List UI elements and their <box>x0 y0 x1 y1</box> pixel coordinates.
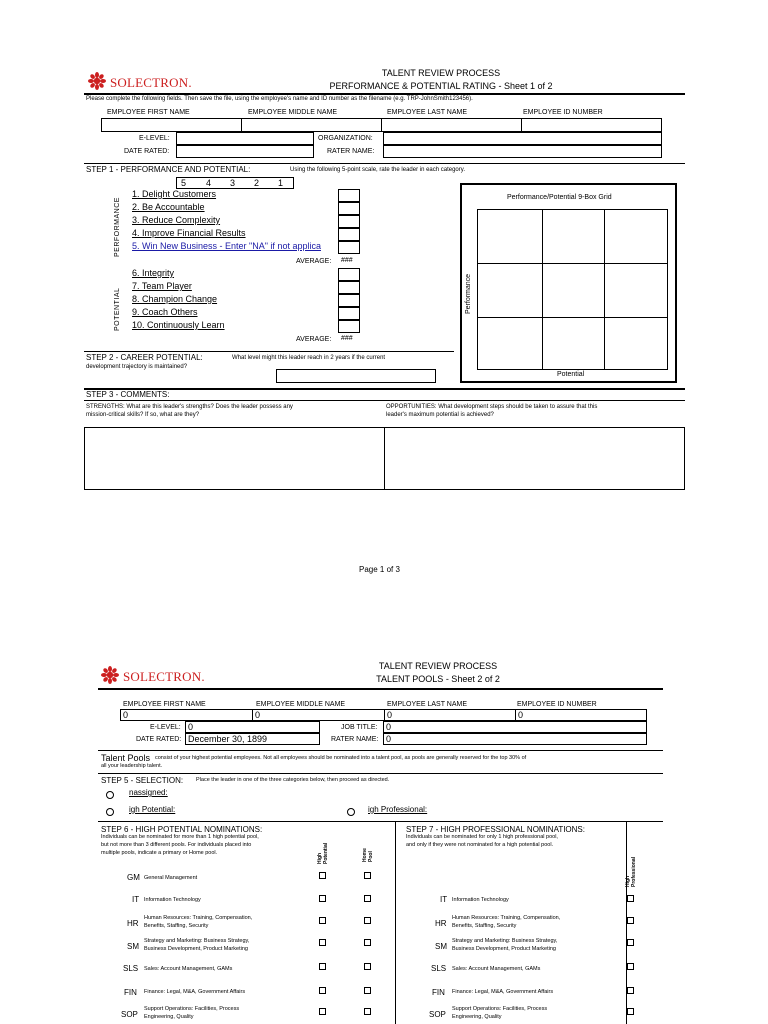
talent-pools-title: Talent Pools <box>101 753 151 763</box>
sop-high-professional-checkbox[interactable] <box>627 1008 634 1015</box>
pool-desc-sop-line1: Support Operations: Facilities, Process <box>144 1006 240 1012</box>
criterion-8: 8. Champion Change <box>132 294 218 304</box>
fin-high-potential-checkbox[interactable] <box>319 987 326 994</box>
grid-cell-1 <box>477 209 543 264</box>
rater-name-input[interactable] <box>383 145 662 158</box>
grid-cell-8 <box>542 317 605 370</box>
step6-desc-line1: Individuals can be nominated for more than 1 high potential pool, <box>101 834 259 840</box>
potential-average-value: ### <box>341 335 353 342</box>
pro-pool-code-sm: SM <box>435 942 447 951</box>
scale-1: 1 <box>278 178 284 188</box>
rater-name-label: RATER NAME: <box>327 148 375 155</box>
criterion-9: 9. Coach Others <box>132 307 198 317</box>
criterion-2: 2. Be Accountable <box>132 202 205 212</box>
talent-pools-desc-line1: consist of your highest potential employees. Not all employees should be nominated into a talent pool, as pools are generally reserved for the top 30% of <box>155 755 527 761</box>
home-pool-col-label-a: Home <box>362 848 368 862</box>
col-last-name-label: EMPLOYEE LAST NAME <box>387 701 468 708</box>
organization-input[interactable] <box>383 132 662 145</box>
criterion-4: 4. Improve Financial Results <box>132 228 246 238</box>
pro-pool-desc-sop-line2: Engineering, Quality <box>452 1014 502 1020</box>
elevel-value: 0 <box>188 722 194 732</box>
performance-average-label: AVERAGE: <box>296 258 332 265</box>
criterion-10: 10. Continuously Learn <box>132 320 225 330</box>
divider <box>84 163 685 164</box>
sls-high-professional-checkbox[interactable] <box>627 963 634 970</box>
step1-description: Using the following 5-point scale, rate the leader in each category. <box>290 167 465 173</box>
pro-pool-code-it: IT <box>440 895 448 904</box>
performance-vertical-label: PERFORMANCE <box>114 197 121 257</box>
col-first-name-label: EMPLOYEE FIRST NAME <box>107 109 190 116</box>
date-rated-field[interactable] <box>185 733 320 745</box>
high-professional-label: igh Professional: <box>368 805 428 814</box>
jobtitle-field[interactable] <box>383 721 647 733</box>
pool-desc-sop-line2: Engineering, Quality <box>144 1014 194 1020</box>
pro-pool-code-fin: FIN <box>432 988 445 997</box>
high-potential-radio[interactable] <box>106 808 114 816</box>
pool-code-hr: HR <box>127 919 139 928</box>
unassigned-label: nassigned: <box>129 788 168 797</box>
rating-input-4[interactable] <box>338 228 360 241</box>
last-name-value: 0 <box>387 710 393 720</box>
home-pool-col-label-b: Pool <box>368 851 374 862</box>
rating-input-3[interactable] <box>338 215 360 228</box>
employee-id-field[interactable] <box>515 709 647 721</box>
hr-high-professional-checkbox[interactable] <box>627 917 634 924</box>
fin-high-professional-checkbox[interactable] <box>627 987 634 994</box>
strengths-prompt-line1: STRENGTHS: What are this leader's strengths? Does the leader possess any <box>86 404 293 410</box>
solectron-logo-wordmark: SOLECTRON. <box>110 75 192 90</box>
pro-pool-code-sop: SOP <box>429 1010 446 1019</box>
sm-high-professional-checkbox[interactable] <box>627 939 634 946</box>
grid-cell-2 <box>542 209 605 264</box>
opportunities-textarea[interactable] <box>384 427 685 490</box>
divider <box>98 688 663 690</box>
employee-id-input[interactable] <box>521 118 662 132</box>
jobtitle-value: 0 <box>386 722 392 732</box>
last-name-input[interactable] <box>381 118 522 132</box>
middle-name-field[interactable] <box>252 709 385 721</box>
step5-description: Place the leader in one of the three categories below, then proceed as directed. <box>196 777 390 783</box>
gm-home-pool-checkbox[interactable] <box>364 872 371 879</box>
elevel-label: E-LEVEL: <box>150 724 181 731</box>
it-home-pool-checkbox[interactable] <box>364 895 371 902</box>
divider <box>98 821 663 822</box>
pro-pool-desc-it: Information Technology <box>452 897 509 903</box>
first-name-input[interactable] <box>101 118 242 132</box>
rater-name-value: 0 <box>386 734 392 744</box>
sheet1-instructions: Please complete the following fields. Then save the file, using the employee's name and ID number as the filename (e.g. TRP-JohnSmith123456). <box>86 96 473 102</box>
pro-pool-desc-fin: Finance: Legal, M&A, Government Affairs <box>452 989 554 995</box>
pool-code-fin: FIN <box>124 988 137 997</box>
it-high-potential-checkbox[interactable] <box>319 895 326 902</box>
nine-box-grid-title: Performance/Potential 9-Box Grid <box>507 194 612 201</box>
talent-pools-desc-line2: all your leadership talent. <box>101 763 163 769</box>
scale-2: 2 <box>254 178 260 188</box>
high-potential-col-label-b: Potential <box>323 842 329 864</box>
col-id-label: EMPLOYEE ID NUMBER <box>517 701 597 708</box>
pool-desc-fin: Finance: Legal, M&A, Government Affairs <box>144 989 246 995</box>
pool-code-sls: SLS <box>123 964 139 973</box>
date-rated-label: DATE RATED: <box>124 148 170 155</box>
potential-vertical-label: POTENTIAL <box>114 287 121 331</box>
scale-4: 4 <box>206 178 212 188</box>
grid-cell-6 <box>604 263 668 318</box>
criterion-7: 7. Team Player <box>132 281 192 291</box>
career-potential-input[interactable] <box>276 369 436 383</box>
step6-desc-line3: multiple pools, indicate a primary or Home pool. <box>101 850 218 856</box>
pool-desc-sm-line1: Strategy and Marketing: Business Strategy, <box>144 938 250 944</box>
pool-desc-sls: Sales: Account Management, GAMs <box>144 966 233 972</box>
grid-cell-9 <box>604 317 668 370</box>
divider <box>98 773 663 774</box>
sheet2-title-line2: TALENT POOLS - Sheet 2 of 2 <box>376 674 500 684</box>
divider <box>84 400 685 401</box>
divider <box>98 750 663 751</box>
pro-pool-desc-sm-line1: Strategy and Marketing: Business Strategy, <box>452 938 558 944</box>
rating-input-5[interactable] <box>338 241 360 254</box>
opportunities-prompt-line1: OPPORTUNITIES: What development steps should be taken to assure that this <box>386 404 598 410</box>
date-rated-input[interactable] <box>176 145 314 158</box>
rating-input-8[interactable] <box>338 294 360 307</box>
jobtitle-label: JOB TITLE: <box>341 724 378 731</box>
pool-desc-hr-line1: Human Resources: Training, Compensation, <box>144 915 253 921</box>
solectron-logo-icon <box>88 72 106 90</box>
pro-pool-desc-hr-line1: Human Resources: Training, Compensation, <box>452 915 561 921</box>
grid-y-axis-label: Performance <box>465 273 472 314</box>
strengths-textarea[interactable] <box>84 427 385 490</box>
pro-pool-desc-hr-line2: Benefits, Staffing, Security <box>452 923 517 929</box>
date-rated-value: December 30, 1899 <box>188 734 268 744</box>
fin-home-pool-checkbox[interactable] <box>364 987 371 994</box>
col-middle-name-label: EMPLOYEE MIDDLE NAME <box>256 701 346 708</box>
grid-x-axis-label: Potential <box>557 371 585 378</box>
rating-input-9[interactable] <box>338 307 360 320</box>
high-potential-label: igh Potential: <box>129 805 176 814</box>
middle-name-input[interactable] <box>241 118 382 132</box>
section-divider <box>395 822 396 1024</box>
potential-average-label: AVERAGE: <box>296 336 332 343</box>
grid-cell-4 <box>477 263 543 318</box>
high-professional-radio[interactable] <box>347 808 355 816</box>
first-name-value: 0 <box>123 710 129 720</box>
step7-desc-line1: Individuals can be nominated for only 1 high professional pool, <box>406 834 558 840</box>
step2-title: STEP 2 - CAREER POTENTIAL: <box>86 353 203 362</box>
elevel-input[interactable] <box>176 132 314 145</box>
pro-pool-code-hr: HR <box>435 919 447 928</box>
criterion-6: 6. Integrity <box>132 268 175 278</box>
unassigned-radio[interactable] <box>106 791 114 799</box>
grid-cell-7 <box>477 317 543 370</box>
middle-name-value: 0 <box>255 710 261 720</box>
rating-input-7[interactable] <box>338 281 360 294</box>
rating-input-2[interactable] <box>338 202 360 215</box>
step6-desc-line2: but not more than 3 different pools. For individuals placed into <box>101 842 252 848</box>
divider <box>84 388 685 390</box>
scale-5: 5 <box>181 178 187 188</box>
elevel-label: E-LEVEL: <box>139 135 170 142</box>
pool-desc-hr-line2: Benefits, Staffing, Security <box>144 923 209 929</box>
sop-high-potential-checkbox[interactable] <box>319 1008 326 1015</box>
divider <box>84 93 685 95</box>
first-name-field[interactable] <box>120 709 253 721</box>
pro-pool-desc-sm-line2: Business Development, Product Marketing <box>452 946 556 952</box>
pool-code-sop: SOP <box>121 1010 138 1019</box>
solectron-logo-wordmark: SOLECTRON. <box>123 669 205 684</box>
solectron-logo-icon <box>101 666 119 684</box>
sop-home-pool-checkbox[interactable] <box>364 1008 371 1015</box>
hr-home-pool-checkbox[interactable] <box>364 917 371 924</box>
grid-cell-3 <box>604 209 668 264</box>
high-professional-col-label-b: Professional <box>631 856 637 887</box>
rater-name-label: RATER NAME: <box>331 736 379 743</box>
pool-desc-it: Information Technology <box>144 897 201 903</box>
pool-desc-sm-line2: Business Development, Product Marketing <box>144 946 248 952</box>
step5-title: STEP 5 - SELECTION: <box>101 776 184 785</box>
pro-pool-code-sls: SLS <box>431 964 447 973</box>
high-professional-col-label-a: High <box>625 875 631 887</box>
pool-code-gm: GM <box>127 873 140 882</box>
col-middle-name-label: EMPLOYEE MIDDLE NAME <box>248 109 338 116</box>
performance-average-value: ### <box>341 257 353 264</box>
criterion-3: 3. Reduce Complexity <box>132 215 221 225</box>
high-potential-col-label-a: High <box>317 852 323 864</box>
sls-high-potential-checkbox[interactable] <box>319 963 326 970</box>
step6-title: STEP 6 - HIGH POTENTIAL NOMINATIONS: <box>101 825 263 834</box>
pool-code-it: IT <box>132 895 140 904</box>
organization-label: ORGANIZATION: <box>318 135 373 142</box>
step2-description-line2: development trajectory is maintained? <box>86 364 188 370</box>
date-rated-label: DATE RATED: <box>136 736 182 743</box>
col-last-name-label: EMPLOYEE LAST NAME <box>387 109 468 116</box>
sheet1-title-line2: PERFORMANCE & POTENTIAL RATING - Sheet 1 of 2 <box>329 81 553 91</box>
pool-code-sm: SM <box>127 942 139 951</box>
step3-title: STEP 3 - COMMENTS: <box>86 390 170 399</box>
col-id-label: EMPLOYEE ID NUMBER <box>523 109 603 116</box>
elevel-field[interactable] <box>185 721 320 733</box>
opportunities-prompt-line2: leader's maximum potential is achieved? <box>386 412 494 418</box>
pro-pool-desc-sls: Sales: Account Management, GAMs <box>452 966 541 972</box>
divider <box>84 351 454 352</box>
step2-description-line1: What level might this leader reach in 2 years if the current <box>232 355 386 361</box>
last-name-field[interactable] <box>384 709 516 721</box>
criterion-1: 1. Delight Customers <box>132 189 217 199</box>
pool-desc-gm: General Management <box>144 875 198 881</box>
scale-3: 3 <box>230 178 236 188</box>
hr-high-potential-checkbox[interactable] <box>319 917 326 924</box>
col-first-name-label: EMPLOYEE FIRST NAME <box>123 701 206 708</box>
sm-home-pool-checkbox[interactable] <box>364 939 371 946</box>
page-number: Page 1 of 3 <box>359 565 400 574</box>
step7-desc-line2: and only if they were not nominated for a high potential pool. <box>406 842 554 848</box>
it-high-professional-checkbox[interactable] <box>627 895 634 902</box>
sls-home-pool-checkbox[interactable] <box>364 963 371 970</box>
strengths-prompt-line2: mission-critical skills? If so, what are they? <box>86 412 200 418</box>
pro-pool-desc-sop-line1: Support Operations: Facilities, Process <box>452 1006 548 1012</box>
sheet2-title-line1: TALENT REVIEW PROCESS <box>378 661 498 671</box>
grid-cell-5 <box>542 263 605 318</box>
rating-input-10[interactable] <box>338 320 360 333</box>
sm-high-potential-checkbox[interactable] <box>319 939 326 946</box>
rating-input-6[interactable] <box>338 268 360 281</box>
gm-high-potential-checkbox[interactable] <box>319 872 326 879</box>
criterion-5[interactable]: 5. Win New Business - Enter "NA" if not applica <box>132 241 321 251</box>
rating-input-1[interactable] <box>338 189 360 202</box>
sheet1-title-line1: TALENT REVIEW PROCESS <box>381 68 501 78</box>
employee-id-value: 0 <box>518 710 524 720</box>
step7-title: STEP 7 - HIGH PROFESSIONAL NOMINATIONS: <box>406 825 585 834</box>
rater-name-field[interactable] <box>383 733 647 745</box>
step1-title: STEP 1 - PERFORMANCE AND POTENTIAL: <box>86 165 251 174</box>
